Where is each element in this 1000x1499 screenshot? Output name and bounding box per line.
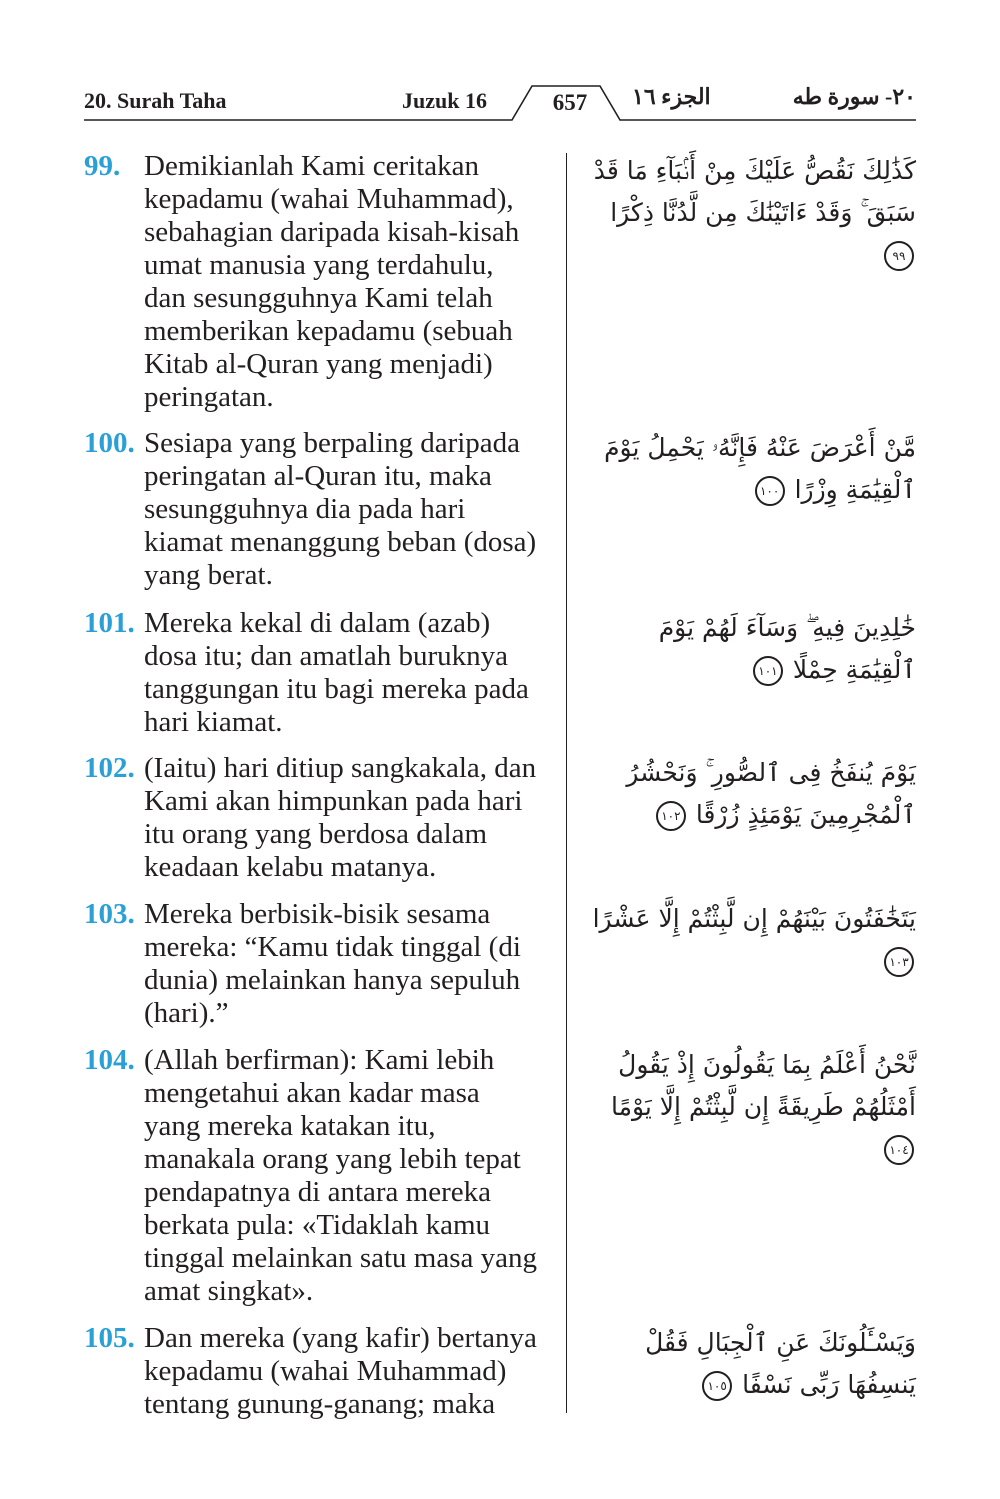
ayah-end-marker: ٩٩ xyxy=(884,241,914,271)
verse-arabic xyxy=(588,752,916,836)
verse-translation xyxy=(84,607,554,739)
arabic-text: مَّنْ أَعْرَضَ عَنْهُ فَإِنَّهُۥ يَحْمِلُ يَوْمَ ٱلْقِيَٰمَةِ وِزْرًا xyxy=(604,433,916,504)
verse-number: 104. xyxy=(84,1044,135,1076)
verse-number: 99. xyxy=(84,150,121,182)
verse-arabic xyxy=(588,427,916,511)
column-divider xyxy=(566,153,567,1413)
verse-arabic xyxy=(588,898,916,982)
verse-text: Sesiapa yang berpaling daripada peringatan al-Quran itu, maka sesungguhnya dia pada hari kiamat menanggung beban (dosa) yang berat. xyxy=(144,427,537,591)
verse-translation xyxy=(84,752,554,884)
ayah-end-marker: ١٠٤ xyxy=(884,1135,914,1165)
verse-text: Demikianlah Kami ceritakan kepadamu (wahai Muhammad), sebahagian daripada kisah-kisah umat manusia yang terdahulu, dan sesungguhnya Kami telah memberikan kepadamu (sebuah Kitab al-Quran yang menjadi) peringatan. xyxy=(144,150,520,413)
juz-label-arabic: الجزء ١٦ xyxy=(632,84,711,109)
verse-translation xyxy=(84,1322,554,1421)
verse-arabic xyxy=(588,1044,916,1170)
arabic-text: يَتَخَٰفَتُونَ بَيْنَهُمْ إِن لَّبِثْتُمْ إِلَّا عَشْرًا xyxy=(592,904,916,933)
verse-number: 101. xyxy=(84,607,135,639)
verse-number: 102. xyxy=(84,752,135,784)
verse-text: Mereka kekal di dalam (azab) dosa itu; dan amatlah buruknya tanggungan itu bagi mereka pada hari kiamat. xyxy=(144,607,529,738)
verse-translation xyxy=(84,898,554,1030)
page-number: 657 xyxy=(552,90,588,115)
ayah-end-marker: ١٠١ xyxy=(753,656,783,686)
verse-translation xyxy=(84,427,554,592)
arabic-text: نَّحْنُ أَعْلَمُ بِمَا يَقُولُونَ إِذْ يَقُولُ أَمْثَلُهُمْ طَرِيقَةً إِن لَّبِثْتُمْ إِلَّا يَوْمًا xyxy=(610,1050,916,1121)
verse-number: 105. xyxy=(84,1322,135,1354)
verse-text: (Iaitu) hari ditiup sangkakala, dan Kami akan himpunkan pada hari itu orang yang berdosa dalam keadaan kelabu matanya. xyxy=(144,752,537,883)
ayah-end-marker: ١٠٥ xyxy=(702,1371,732,1401)
surah-title-latin: 20. Surah Taha xyxy=(84,88,227,113)
verse-translation xyxy=(84,150,554,414)
arabic-text: يَوْمَ يُنفَخُ فِى ٱلصُّورِ ۚ وَنَحْشُرُ ٱلْمُجْرِمِينَ يَوْمَئِذٍ زُرْقًا xyxy=(626,758,916,829)
verse-text: Mereka berbisik-bisik sesama mereka: “Kamu tidak tinggal (di dunia) melainkan hanya sepuluh (hari).” xyxy=(144,898,521,1029)
verse-arabic xyxy=(588,1322,916,1406)
verse-translation xyxy=(84,1044,554,1308)
verse-arabic xyxy=(588,150,916,276)
arabic-text: كَذَٰلِكَ نَقُصُّ عَلَيْكَ مِنْ أَنۢبَآءِ مَا قَدْ سَبَقَ ۚ وَقَدْ ءَاتَيْنَٰكَ مِن لَّدُنَّا ذِكْرًا xyxy=(593,156,916,227)
ayah-end-marker: ١٠٠ xyxy=(755,476,785,506)
verse-arabic xyxy=(588,607,916,691)
page-header xyxy=(84,84,916,124)
verse-text: Dan mereka (yang kafir) bertanya kepadamu (wahai Muhammad) tentang gunung-ganang; maka xyxy=(144,1322,537,1420)
ayah-end-marker: ١٠٢ xyxy=(656,801,686,831)
verse-number: 103. xyxy=(84,898,135,930)
juz-label-latin: Juzuk 16 xyxy=(402,88,487,113)
surah-title-arabic: ٢٠- سورة طه xyxy=(792,84,916,109)
ayah-end-marker: ١٠٣ xyxy=(884,947,914,977)
arabic-text: خَٰلِدِينَ فِيهِ ۖ وَسَآءَ لَهُمْ يَوْمَ ٱلْقِيَٰمَةِ حِمْلًا xyxy=(658,613,916,684)
arabic-text: وَيَسْـَٔلُونَكَ عَنِ ٱلْجِبَالِ فَقُلْ يَنسِفُهَا رَبِّى نَسْفًا xyxy=(645,1328,916,1399)
verse-number: 100. xyxy=(84,427,135,459)
verse-text: (Allah berfirman): Kami lebih mengetahui akan kadar masa yang mereka katakan itu, manakala orang yang lebih tepat pendapatnya di antara mereka berkata pula: «Tidaklah kamu tinggal melainkan satu masa yang amat singkat». xyxy=(144,1044,538,1307)
